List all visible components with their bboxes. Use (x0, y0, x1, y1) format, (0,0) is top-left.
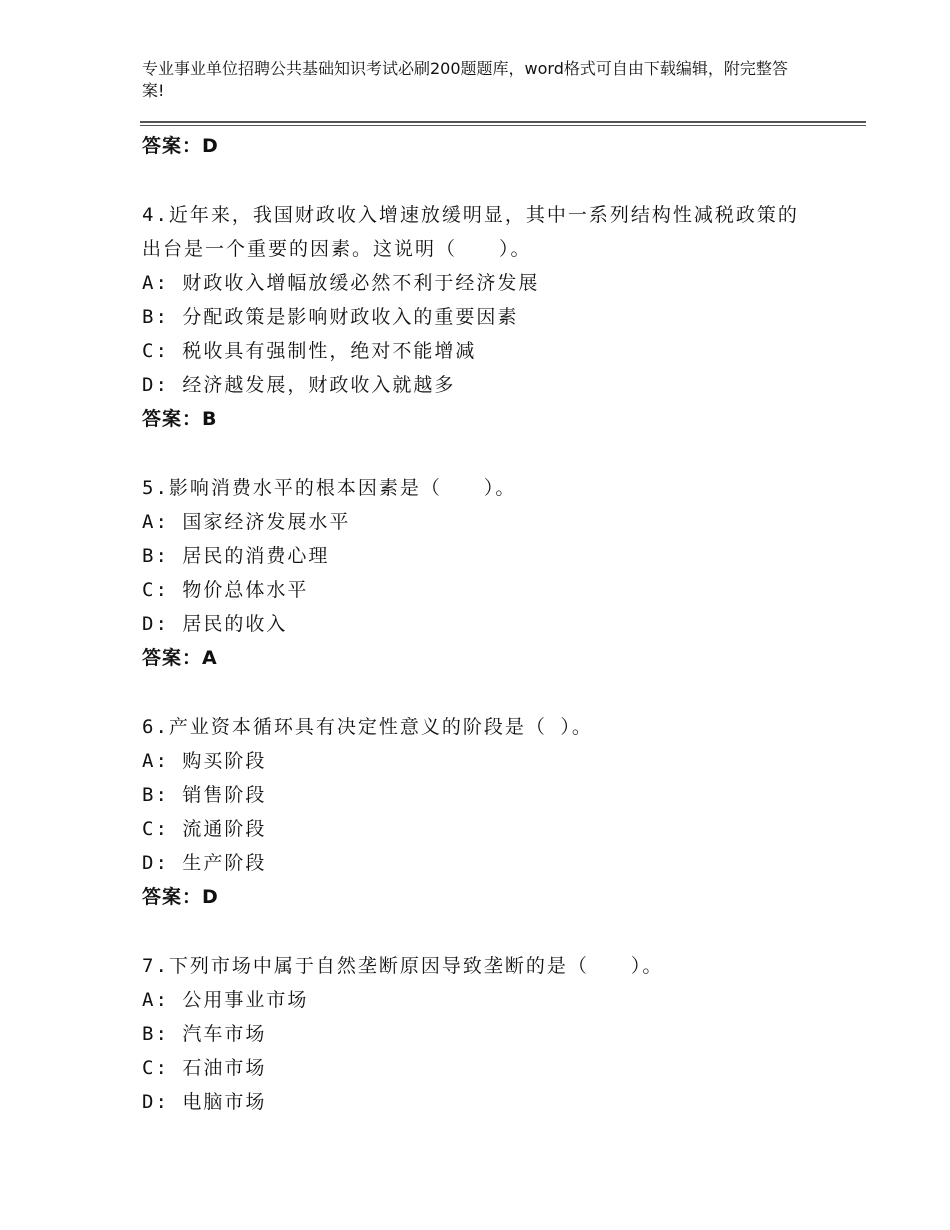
option-a: A: 购买阶段 (142, 750, 267, 772)
question-7 (142, 949, 842, 1119)
question-stem: 6.产业资本循环具有决定性意义的阶段是（ ）。 (142, 716, 593, 738)
question-4 (142, 198, 842, 436)
option-c: C: 流通阶段 (142, 818, 267, 840)
question-list (142, 129, 842, 1119)
option-c: C: 石油市场 (142, 1057, 267, 1079)
previous-answer: 答案：D (142, 135, 219, 157)
option-b: B: 销售阶段 (142, 784, 267, 806)
option-a: A: 公用事业市场 (142, 989, 309, 1011)
answer-label: 答案：D (142, 886, 219, 908)
option-d: D: 生产阶段 (142, 852, 267, 874)
header-divider (140, 121, 866, 123)
option-d: D: 经济越发展，财政收入就越多 (142, 374, 456, 396)
option-b: B: 分配政策是影响财政收入的重要因素 (142, 306, 519, 328)
option-d: D: 居民的收入 (142, 613, 288, 635)
question-5 (142, 471, 842, 675)
answer-label: 答案：A (142, 647, 218, 669)
question-stem: 7.下列市场中属于自然垄断原因导致垄断的是（ ）。 (142, 955, 664, 977)
question-stem: 5.影响消费水平的根本因素是（ ）。 (142, 477, 517, 499)
option-c: C: 税收具有强制性，绝对不能增减 (142, 340, 477, 362)
option-b: B: 居民的消费心理 (142, 545, 330, 567)
option-a: A: 财政收入增幅放缓必然不利于经济发展 (142, 272, 540, 294)
answer-label: 答案：B (142, 408, 218, 430)
header-divider-thin (140, 125, 866, 126)
question-6 (142, 710, 842, 914)
page-header: 专业事业单位招聘公共基础知识考试必刷200题题库，word格式可自由下载编辑，附完整答案! (142, 59, 788, 100)
option-a: A: 国家经济发展水平 (142, 511, 351, 533)
option-c: C: 物价总体水平 (142, 579, 309, 601)
option-b: B: 汽车市场 (142, 1023, 267, 1045)
option-d: D: 电脑市场 (142, 1091, 267, 1113)
question-stem: 4.近年来，我国财政收入增速放缓明显，其中一系列结构性减税政策的出台是一个重要的因素。这说明（ ）。 (142, 204, 799, 260)
